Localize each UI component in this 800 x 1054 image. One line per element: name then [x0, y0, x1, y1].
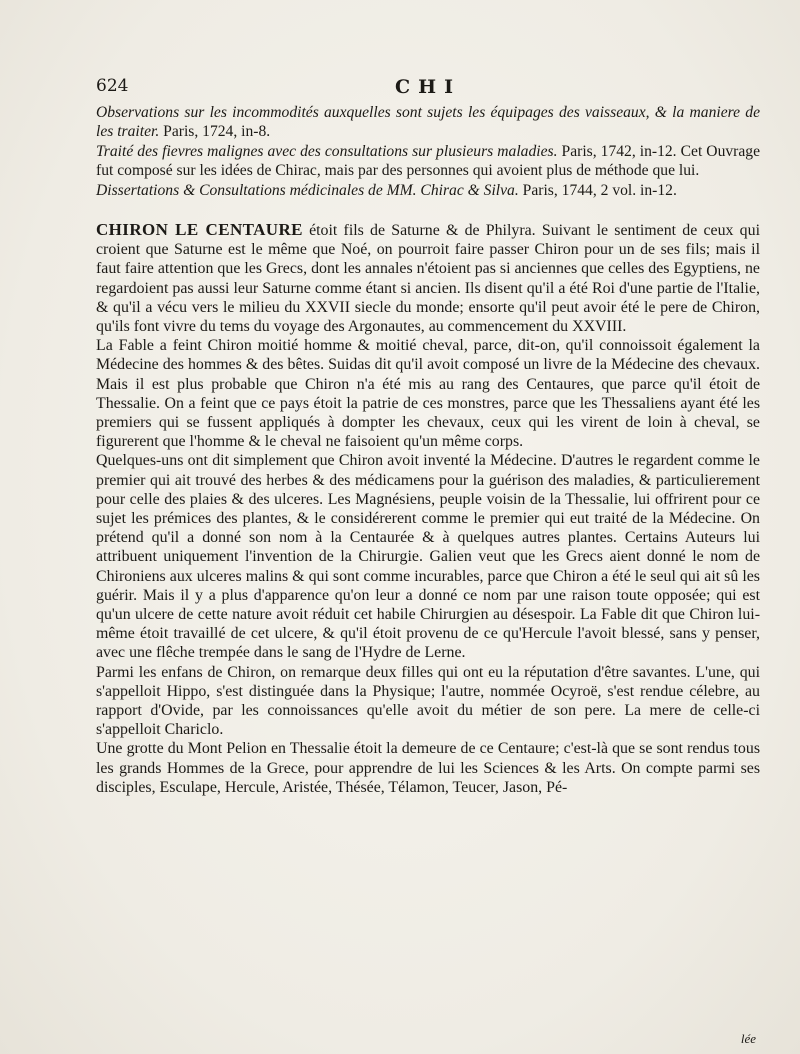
entry-paragraph: Quelques-uns ont dit simplement que Chiron avoit inventé la Médecine. D'autres le regardent comme le premier qui ait trouvé des herbes & des médicamens pour la guérison des maladies, & particulierement pour celle des plaies & des ulceres. Les Magnésiens, peuple voisin de la Thessalie, lui offrirent pour ce sujet les prémices des plantes, & le considérerent comme le premier qui eut traité de la Médecine. On prétend qu'il a donné son nom à la Centaurée & à quelques autres plantes. Certains Auteurs lui attribuent uniquement l'invention de la Chirurgie. Galien veut que les Grecs aient donné le nom de Chironiens aux ulceres malins & qui sont comme incurables, parce que Chiron a été le seul qui ait sû les guérir. Mais il y a plus d'apparence qu'on leur a donné ce nom par une raison toute opposée; qui est qu'un ulcere de cette nature avoit réduit cet habile Chirurgien au désespoir. La Fable dit que Chiron lui-même étoit travaillé de cet ulcere, & qu'il étoit provenu de ce qu'Hercule l'avoit blessé, sans y penser, avec une flêche trempée dans le sang de l'Hydre de Lerne.	[96, 452, 760, 662]
entry-paragraph: Une grotte du Mont Pelion en Thessalie étoit la demeure de ce Centaure; c'est-là que se sont rendus tous les grands Hommes de la Grece, pour apprendre de lui les Sciences & les Arts. On compte parmi ses disciples, Esculape, Hercule, Aristée, Thésée, Télamon, Teucer, Jason, Pé-	[96, 740, 760, 796]
bibliography-title: Traité des fievres malignes avec des consultations sur plusieurs maladies.	[96, 143, 558, 160]
entry-text: étoit fils de Saturne & de Philyra. Suivant le sentiment de ceux qui croient que Saturne est le même que Noé, on pourroit faire passer Chiron pour un de ses fils; mais il faut faire attention que les Grecs, dont les annales n'étoient pas si anciennes que celles des Egyptiens, ne regardoient pas aussi leur Saturne comme étant si ancien. Ils disent qu'il a été Roi d'une partie de l'Italie, & qu'il a vécu vers le milieu du XXVII siecle du monde; ensorte qu'il peut avoir été le pere de Chiron, qu'ils font vivre du tems du voyage des Argonautes, au commencement du XXVIII.	[96, 222, 760, 336]
bibliography-details: Paris, 1744, 2 vol. in-12.	[522, 182, 677, 199]
page-number: 624	[96, 76, 129, 96]
bibliography-details: Paris, 1742, in-12. Cet Ouvrage fut composé sur les idées de Chirac, mais par des personnes qui avoient plus de méthode que lui.	[96, 143, 760, 179]
running-head: CHI	[395, 76, 461, 98]
catchword: lée	[740, 1031, 756, 1046]
bibliography-details: Paris, 1724, in-8.	[163, 123, 271, 140]
page-header	[96, 76, 760, 98]
bibliography-item	[96, 142, 760, 180]
entry-paragraph: La Fable a feint Chiron moitié homme & moitié cheval, parce, dit-on, qu'il connoissoit également la Médecine des hommes & des bêtes. Suidas dit qu'il avoit composé un livre de la Médecine des chevaux. Mais il est plus probable que Chiron n'a été mis au rang des Centaures, que parce qu'il étoit de Thessalie. On a feint que ce pays étoit la patrie de ces monstres, parce que les Thessaliens ayant été les premiers qui se fussent appliqués à dompter les chevaux, ceux qui les virent de loin à cheval, se figurerent que l'homme & le cheval ne faisoient qu'un même corps.	[96, 337, 760, 451]
entry-paragraph: Parmi les enfans de Chiron, on remarque deux filles qui ont eu la réputation d'être savantes. L'une, qui s'appelloit Hippo, s'est distinguée dans la Physique; l'autre, nommée Ocyroë, s'est rendue célebre, au rapport d'Ovide, par les connoissances qu'elle avoit du métier de son pere. La mere de celle-ci s'appelloit Chariclo.	[96, 663, 760, 739]
bibliography-title: Observations sur les incommodités auxquelles sont sujets les équipages des vaisseaux, & la maniere de les traiter.	[96, 104, 760, 140]
bibliography-item	[96, 181, 760, 200]
bibliography-item	[96, 103, 760, 141]
entry-headword: CHIRON LE CENTAURE	[96, 220, 303, 239]
entry-paragraph	[96, 220, 760, 336]
bibliography-title: Dissertations & Consultations médicinales de MM. Chirac & Silva.	[96, 182, 519, 199]
page-body	[96, 103, 760, 797]
